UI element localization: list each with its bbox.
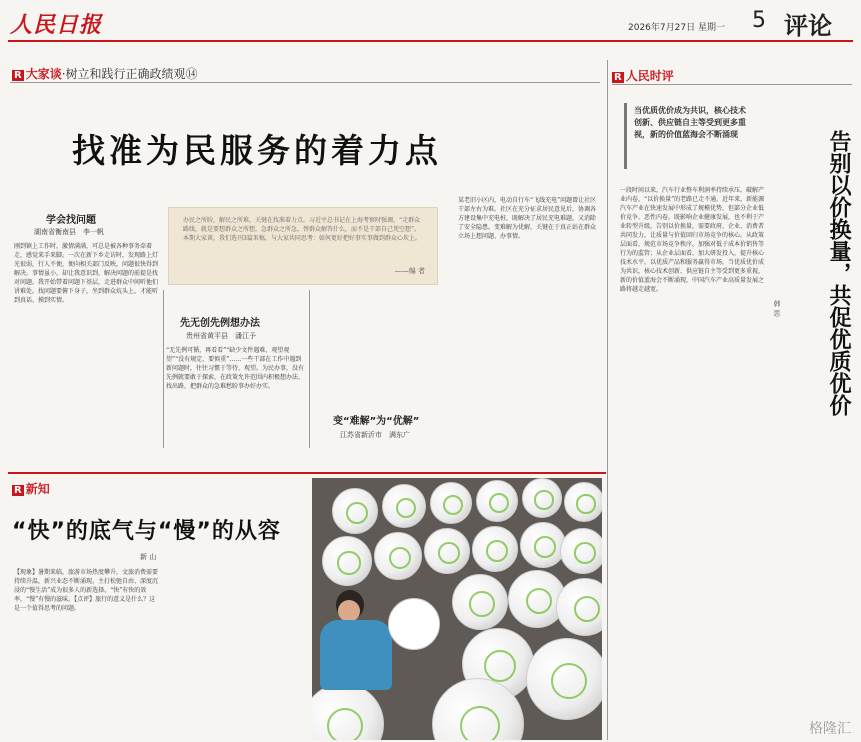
article3-heading: 变“难解”为“优解”	[333, 416, 420, 427]
article3-body: 某老旧小区内，电动自行车“飞线充电”问题曾让社区干部左右为难。社区在充分征求居民意见后，协调各方建设集中充电桩，既解决了居民充电难题，又消除了安全隐患。变难解为优解，关键在于真正站在群众立场上想问题、办事情。	[458, 197, 597, 240]
football	[312, 683, 384, 740]
commentary-headline: 告别以价换量，共促优质优价	[826, 130, 851, 416]
section-title: 评论	[784, 12, 832, 40]
main-headline: 找准为民服务的着力点	[72, 131, 442, 170]
series-rule	[10, 82, 600, 83]
newspaper-logo: 人民日报	[10, 12, 103, 38]
worker-shirt	[320, 620, 392, 690]
pullquote-bar	[624, 103, 627, 169]
editor-note-signature: ——编 者	[394, 267, 425, 275]
football	[472, 526, 518, 572]
series-title: 大家谈	[25, 67, 62, 81]
column-divider	[163, 290, 164, 448]
article1-body: 刚到镇上工作时，激情满满，可总是被各种事务牵着走，感觉来手来脚。一次在新下乡走访时，发现路上灯光很弱，行人不便，便向相关部门反映，问题很快得到解决。事情虽小，却让我意识到，解决问题的前提是找对问题。我开始带着问题下基层，走进群众中间听他们讲难处。找问题要俯下身子，坐到群众炕头上，才能听到真话、摸到实情。	[14, 243, 159, 304]
commentary-title: 人民时评	[625, 69, 674, 83]
football	[522, 478, 562, 518]
football	[382, 484, 426, 528]
article1-heading: 学会找问题	[46, 215, 96, 226]
commentary-author: 韩 思	[773, 300, 781, 317]
football	[564, 482, 602, 522]
series-tag	[12, 65, 198, 82]
news-headline: “快”的底气与“慢”的从容	[12, 519, 281, 544]
worker-face	[338, 600, 360, 622]
watermark-logo: 格隆汇	[809, 721, 851, 737]
article2-body-cont	[312, 294, 452, 404]
news-tag-icon: R	[14, 485, 22, 496]
football	[476, 480, 518, 522]
pullquote-text: 当优质优价成为共识，核心技术创新、供应链自主等受到更多重视，新的价值蓝海会不断涌现	[634, 106, 746, 139]
news-body: 【现象】暑期来临，旅游市场热度攀升，文旅消费需要持续升温，新兴业态不断涌现。主打松弛自由、深度沉浸的“慢生活”成为很多人的新选择。“快”有快的效率，“慢”有慢的滋味。【点评】旅行的意义是什么？这是一个值得思考的问题。	[14, 569, 158, 612]
football	[556, 578, 602, 636]
editor-note-text: 办民之所盼，解民之所难，关键在找准着力点。习近平总书记在上海考察时强调，“走群众路线，就是要想群众之所想，急群众之所急，替群众解答什么，而不是干部自己凭空想”。本期大家谈，我们选刊3篇来稿，与大家共同思考：如何更好把好事实事做到群众心坎上。	[183, 217, 421, 242]
section-divider	[8, 472, 606, 474]
factory-photo	[312, 478, 602, 740]
football	[374, 532, 422, 580]
masthead-rule	[8, 40, 853, 42]
football	[452, 574, 508, 630]
football	[526, 638, 602, 720]
football	[560, 528, 602, 574]
football	[424, 528, 470, 574]
article3-byline: 江苏省新沂市 满东广	[340, 431, 410, 439]
commentary-tag-icon: R	[614, 72, 622, 83]
football	[430, 482, 472, 524]
football	[322, 536, 372, 586]
pullquote	[624, 103, 750, 169]
commentary-tag	[612, 67, 674, 84]
article2-body: “无先例可循，再看看”“缺少文件遇难，观望观望”“没有规定，要慎重”……一些干部在工作中遇到新问题时，往往习惯于等待、观望。为民办事，没有先例就要敢于探索，在政策允许范围内积极想办法、找出路，把群众的急难愁盼事办好办实。	[166, 347, 305, 390]
news-body-cont	[164, 568, 306, 738]
series-tag-icon: R	[14, 70, 22, 81]
news-tag	[12, 480, 50, 497]
article2-byline: 贵州省黄平县 潘江予	[186, 332, 256, 340]
news-title: 新知	[25, 482, 50, 496]
page-number: 5	[752, 8, 766, 33]
article1-byline: 湖南省衡南县 李一帆	[34, 228, 104, 236]
issue-date: 2026年7月27日 星期一	[628, 23, 725, 33]
commentary-rule	[612, 84, 852, 85]
right-column-divider	[607, 60, 608, 740]
football	[520, 522, 566, 568]
column-divider	[309, 290, 310, 448]
news-author: 新 山	[140, 553, 157, 561]
football	[332, 488, 378, 534]
series-subtitle: ·树立和践行正确政绩观⑭	[61, 67, 198, 81]
commentary-body: 一段时间以来，汽车行业整车利润率持续承压。破解产业内卷，“以价换量”的老路已走不通。近年来，新能源汽车产业在快速发展中形成了规模优势，但部分企业低价竞争、恶性内卷，既影响企业健康发展，也不利于产业转型升级。告别以价换量，需要政府、企业、消费者共同发力，让质量与价值回归市场竞争的核心。从政策层面看，规范市场竞争秩序，加强对低于成本价销售等行为的监管；从企业层面看，加大研发投入，提升核心技术水平，以优质产品和服务赢得市场。当优质优价成为共识，核心技术创新、供应链自主等受到更多重视，新的价值蓝海会不断涌现，中国汽车产业高质量发展之路将越走越宽。	[620, 187, 765, 293]
article2-heading: 先无创先例想办法	[180, 318, 260, 329]
editor-note	[168, 207, 438, 285]
football	[388, 598, 440, 650]
